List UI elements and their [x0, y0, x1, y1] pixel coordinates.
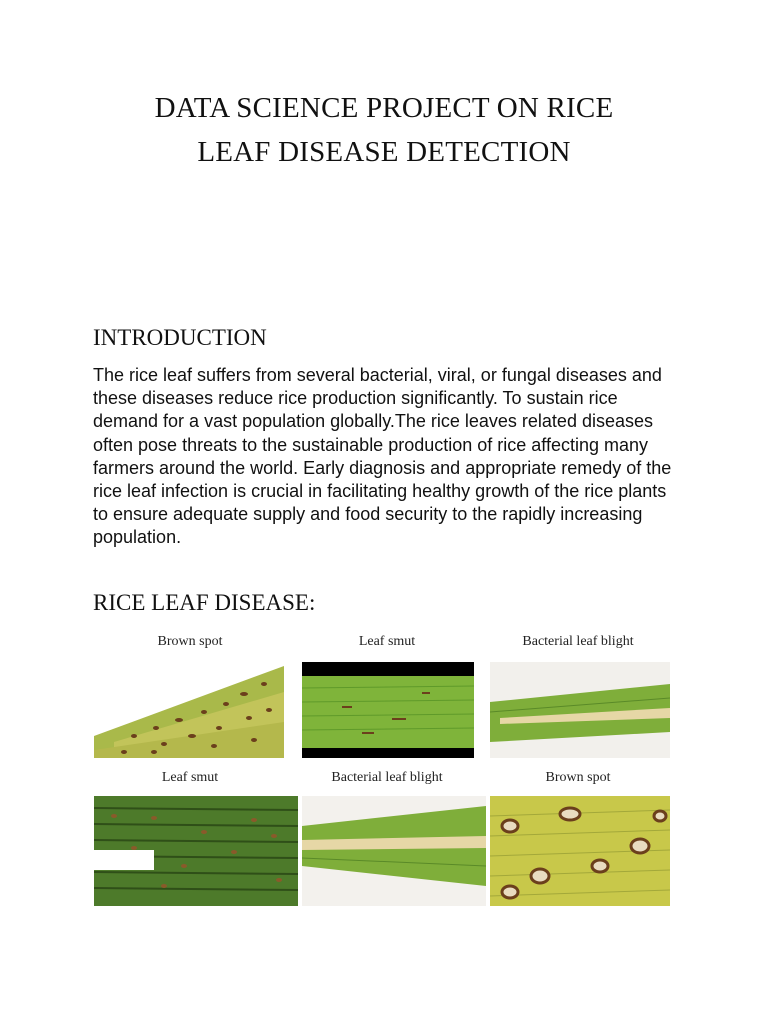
caption-brown-spot-1: Brown spot — [157, 634, 223, 649]
document-title — [0, 86, 768, 174]
leaf-image-bacterial-leaf-blight-1 — [490, 662, 670, 758]
title-line-1: DATA SCIENCE PROJECT ON RICE — [154, 92, 614, 124]
leaf-image-leaf-smut-2 — [94, 796, 298, 906]
leaf-image-brown-spot-2 — [490, 796, 670, 906]
leaf-image-leaf-smut-1 — [302, 662, 474, 758]
caption-bacterial-leaf-blight-2: Bacterial leaf blight — [331, 770, 443, 785]
caption-leaf-smut-2: Leaf smut — [161, 770, 219, 785]
introduction-heading: INTRODUCTION — [93, 325, 267, 350]
caption-bacterial-leaf-blight-1: Bacterial leaf blight — [522, 634, 634, 649]
rice-leaf-disease-heading: RICE LEAF DISEASE: — [93, 590, 316, 615]
title-line-2: LEAF DISEASE DETECTION — [197, 136, 571, 168]
introduction-paragraph: The rice leaf suffers from several bacterial, viral, or fungal diseases and these diseases reduce rice production significantly. To sustain rice demand for a vast population globally.The rice leaves related diseases often pose threats to the sustainable production of rice affecting many farmers around the world. Early diagnosis and appropriate remedy of the rice leaf infection is crucial in facilitating healthy growth of the rice plants to ensure adequate supply and food security to the rapidly increasing population. — [93, 365, 672, 548]
caption-leaf-smut-1: Leaf smut — [358, 634, 416, 649]
leaf-image-bacterial-leaf-blight-2 — [302, 796, 486, 906]
caption-brown-spot-2: Brown spot — [545, 770, 611, 785]
leaf-image-brown-spot-1 — [94, 662, 284, 758]
rice-leaf-disease-figure — [90, 628, 680, 918]
